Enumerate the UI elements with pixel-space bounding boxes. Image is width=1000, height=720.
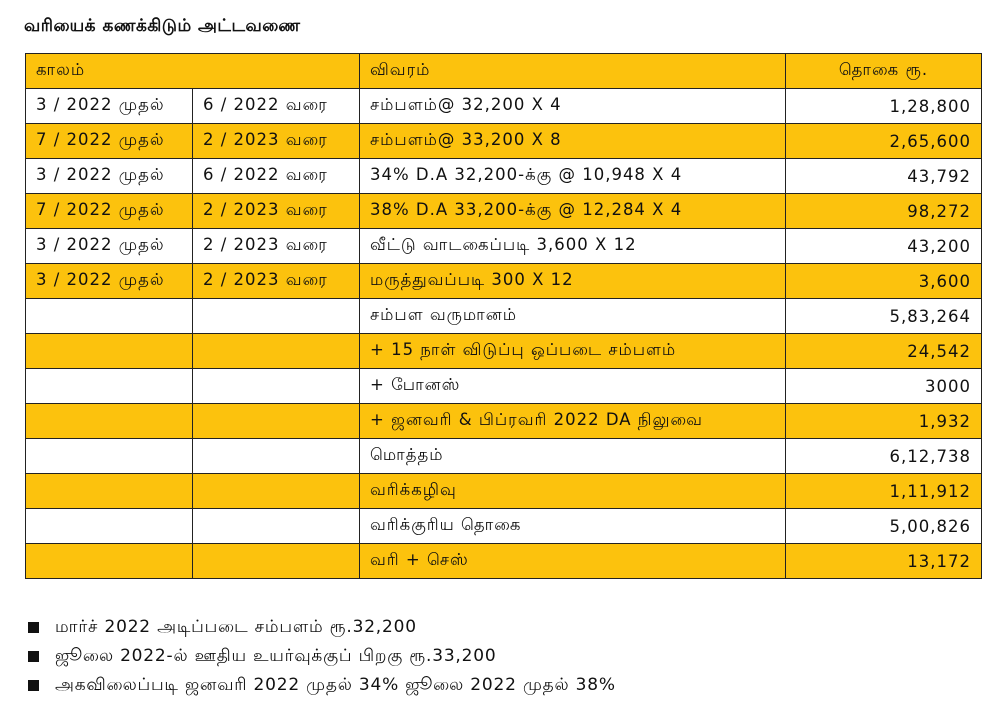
period-to-cell: 2 / 2023 வரை	[193, 124, 360, 159]
period-from-cell	[26, 404, 193, 439]
details-cell: சம்பளம்@ 33,200 X 8	[360, 124, 786, 159]
details-cell: மருத்துவப்படி 300 X 12	[360, 264, 786, 299]
period-from-cell	[26, 439, 193, 474]
table-row	[26, 334, 982, 369]
amount-cell: 2,65,600	[786, 124, 982, 159]
period-from-cell	[26, 369, 193, 404]
table-header-row	[26, 54, 982, 89]
period-to-cell	[193, 334, 360, 369]
period-to-cell: 6 / 2022 வரை	[193, 89, 360, 124]
table-row	[26, 124, 982, 159]
amount-cell: 43,200	[786, 229, 982, 264]
details-cell: + 15 நாள் விடுப்பு ஒப்படை சம்பளம்	[360, 334, 786, 369]
details-cell: 38% D.A 33,200-க்கு @ 12,284 X 4	[360, 194, 786, 229]
amount-cell: 24,542	[786, 334, 982, 369]
details-cell: 34% D.A 32,200-க்கு @ 10,948 X 4	[360, 159, 786, 194]
period-header: காலம்	[26, 54, 360, 89]
amount-cell: 3,600	[786, 264, 982, 299]
amount-header: தொகை ரூ.	[786, 54, 982, 89]
period-from-cell: 7 / 2022 முதல்	[26, 124, 193, 159]
square-bullet-icon	[28, 680, 39, 691]
period-from-cell	[26, 334, 193, 369]
square-bullet-icon	[28, 622, 39, 633]
table-row	[26, 439, 982, 474]
period-from-cell: 7 / 2022 முதல்	[26, 194, 193, 229]
period-from-cell: 3 / 2022 முதல்	[26, 159, 193, 194]
table-row	[26, 544, 982, 579]
table-row	[26, 474, 982, 509]
period-to-cell	[193, 299, 360, 334]
period-to-cell: 2 / 2023 வரை	[193, 229, 360, 264]
period-from-cell: 3 / 2022 முதல்	[26, 229, 193, 264]
period-to-cell	[193, 474, 360, 509]
table-row	[26, 229, 982, 264]
table-row	[26, 89, 982, 124]
note-text: ஜூலை 2022-ல் ஊதிய உயர்வுக்குப் பிறகு ரூ.33,200	[55, 645, 497, 666]
details-cell: வரி + செஸ்	[360, 544, 786, 579]
details-cell: வரிக்குரிய தொகை	[360, 509, 786, 544]
note-item	[28, 613, 616, 642]
amount-cell: 98,272	[786, 194, 982, 229]
page-title: வரியைக் கணக்கிடும் அட்டவணை	[24, 16, 301, 36]
notes-list	[28, 613, 616, 700]
period-from-cell: 3 / 2022 முதல்	[26, 89, 193, 124]
amount-cell: 5,00,826	[786, 509, 982, 544]
amount-cell: 3000	[786, 369, 982, 404]
period-to-cell	[193, 509, 360, 544]
amount-cell: 1,11,912	[786, 474, 982, 509]
note-item	[28, 671, 616, 700]
details-cell: வரிக்கழிவு	[360, 474, 786, 509]
amount-cell: 1,28,800	[786, 89, 982, 124]
details-cell: மொத்தம்	[360, 439, 786, 474]
amount-cell: 43,792	[786, 159, 982, 194]
details-cell: சம்பளம்@ 32,200 X 4	[360, 89, 786, 124]
table-row	[26, 404, 982, 439]
period-to-cell	[193, 404, 360, 439]
note-text: அகவிலைப்படி ஜனவரி 2022 முதல் 34% ஜூலை 2022 முதல் 38%	[55, 674, 616, 695]
table-row	[26, 159, 982, 194]
amount-cell: 13,172	[786, 544, 982, 579]
period-to-cell	[193, 369, 360, 404]
table-body	[26, 54, 982, 579]
details-cell: + ஜனவரி & பிப்ரவரி 2022 DA நிலுவை	[360, 404, 786, 439]
table-row	[26, 264, 982, 299]
period-from-cell	[26, 509, 193, 544]
square-bullet-icon	[28, 651, 39, 662]
tax-calculation-table	[25, 53, 982, 579]
amount-cell: 6,12,738	[786, 439, 982, 474]
note-text: மார்ச் 2022 அடிப்படை சம்பளம் ரூ.32,200	[55, 616, 417, 637]
details-cell: சம்பள வருமானம்	[360, 299, 786, 334]
details-header: விவரம்	[360, 54, 786, 89]
period-from-cell	[26, 474, 193, 509]
table-row	[26, 299, 982, 334]
table-row	[26, 509, 982, 544]
details-cell: + போனஸ்	[360, 369, 786, 404]
period-from-cell	[26, 544, 193, 579]
period-from-cell	[26, 299, 193, 334]
period-to-cell: 2 / 2023 வரை	[193, 264, 360, 299]
amount-cell: 1,932	[786, 404, 982, 439]
period-to-cell	[193, 439, 360, 474]
table-row	[26, 369, 982, 404]
note-item	[28, 642, 616, 671]
period-from-cell: 3 / 2022 முதல்	[26, 264, 193, 299]
period-to-cell: 2 / 2023 வரை	[193, 194, 360, 229]
amount-cell: 5,83,264	[786, 299, 982, 334]
period-to-cell	[193, 544, 360, 579]
table-row	[26, 194, 982, 229]
period-to-cell: 6 / 2022 வரை	[193, 159, 360, 194]
details-cell: வீட்டு வாடகைப்படி 3,600 X 12	[360, 229, 786, 264]
